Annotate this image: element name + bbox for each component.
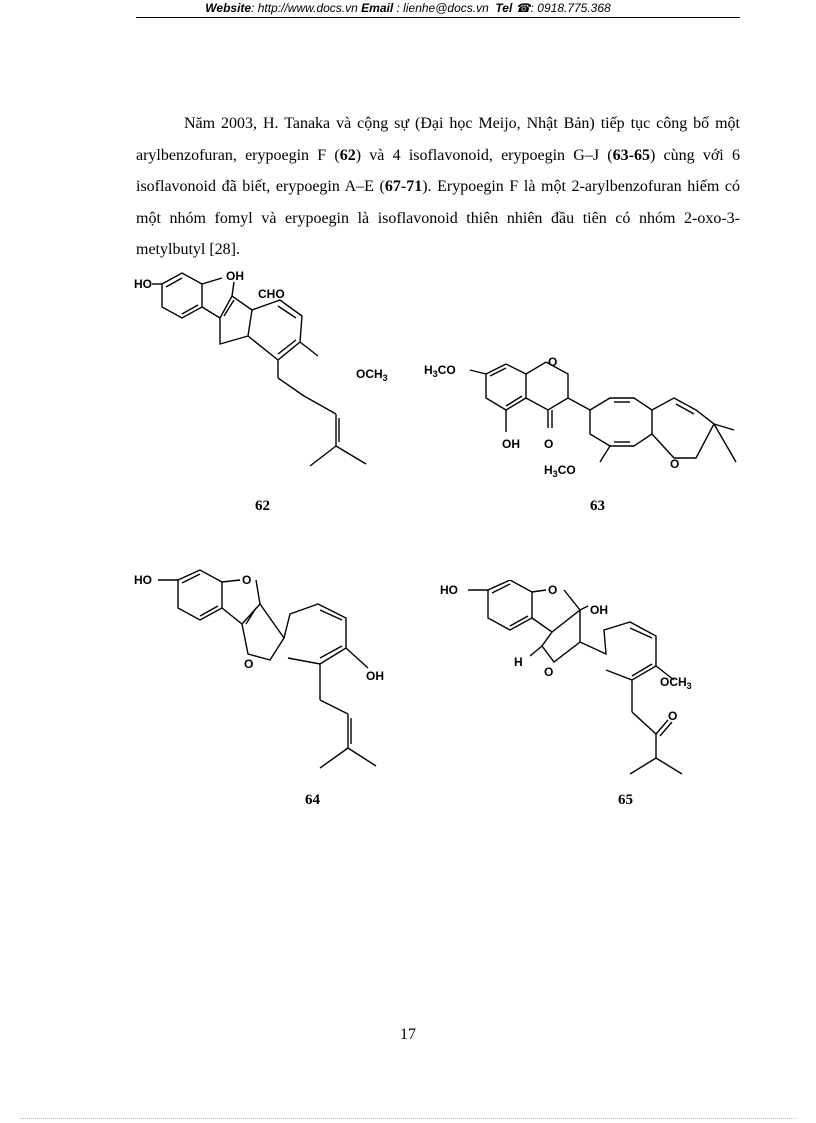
furan-o-label: O (244, 657, 254, 671)
phone-icon: ☎ (515, 1, 531, 15)
structure-64 (130, 568, 400, 778)
ring-o-label: O (548, 355, 558, 369)
structure-63 (424, 340, 744, 480)
svg-text:OCH3 (660, 675, 692, 691)
compound-label-65: 65 (618, 792, 633, 808)
och3-subscript: 3 (382, 373, 388, 383)
och3-label: OCH (660, 675, 687, 689)
ho-label: HO (134, 573, 152, 587)
compound-label-63: 63 (590, 498, 605, 514)
structure-65 (434, 580, 724, 780)
keto-o-label: O (668, 709, 678, 723)
compound-ref-62: 62 (339, 146, 356, 164)
body-paragraph (136, 108, 740, 266)
para-text-2: ) và 4 isoflavonoid, erypoegin G–J ( (355, 146, 613, 164)
page-number: 17 (400, 1026, 416, 1043)
compound-label-64: 64 (305, 792, 320, 808)
header-rule (136, 17, 740, 18)
oh-label: OH (502, 437, 520, 451)
keto-o-label: O (544, 437, 554, 451)
para-text-1: Năm 2003, H. Tanaka và cộng sự (Đại học Meijo, Nhật Bản) tiếp tục công bố một arylbenzofuran, erypoegin F ( (136, 115, 740, 164)
oh-label: OH (366, 669, 384, 683)
footer-line (20, 1118, 796, 1119)
website-label: Website (205, 1, 252, 15)
h3co-top-h: H (424, 363, 433, 377)
tel-label: Tel (495, 1, 513, 15)
furan-o-label: O (544, 665, 554, 679)
h3co-bot-h: H (544, 463, 553, 477)
website-value[interactable]: : http://www.docs.vn (251, 1, 358, 15)
tel-value: : 0918.775.368 (530, 1, 611, 15)
h3co-top-sub: 3 (432, 369, 438, 379)
h-label: H (514, 655, 523, 669)
pyran-o-label: O (670, 457, 680, 471)
oh-label: OH (226, 269, 244, 283)
compound-ref-63-65: 63-65 (612, 146, 650, 164)
para-text-3: ) cùng với 6 isoflavonoid đã biết, erypoegin A–E ( (136, 146, 740, 195)
oh-label: OH (590, 603, 608, 617)
para-text-4: ). Erypoegin F là một 2-arylbenzofuran hiếm có một nhóm fomyl và erypoegin là isoflavonoid thiên nhiên đầu tiên có nhóm 2-oxo-3-metylbutyl [28]. (136, 178, 740, 258)
ring-o-label: O (242, 573, 252, 587)
compound-ref-67-71: 67-71 (384, 178, 423, 195)
och3-label: OCH (356, 367, 383, 381)
structure-62 (130, 268, 400, 483)
ho-label: HO (134, 277, 152, 291)
h3co-top-co: CO (437, 363, 456, 377)
svg-text:H3CO (544, 463, 576, 479)
cho-label: CHO (258, 287, 285, 301)
svg-text:H3CO (424, 363, 456, 379)
svg-text:OCH3 (356, 367, 388, 383)
email-value[interactable]: : lienhe@docs.vn (396, 1, 489, 15)
h3co-bot-co: CO (557, 463, 576, 477)
ring-o-label: O (548, 583, 558, 597)
email-label: Email (361, 1, 394, 15)
ho-label: HO (440, 583, 458, 597)
page-header (0, 0, 816, 16)
och3-subscript: 3 (686, 681, 692, 691)
h3co-bot-sub: 3 (552, 469, 558, 479)
compound-label-62: 62 (255, 498, 270, 514)
